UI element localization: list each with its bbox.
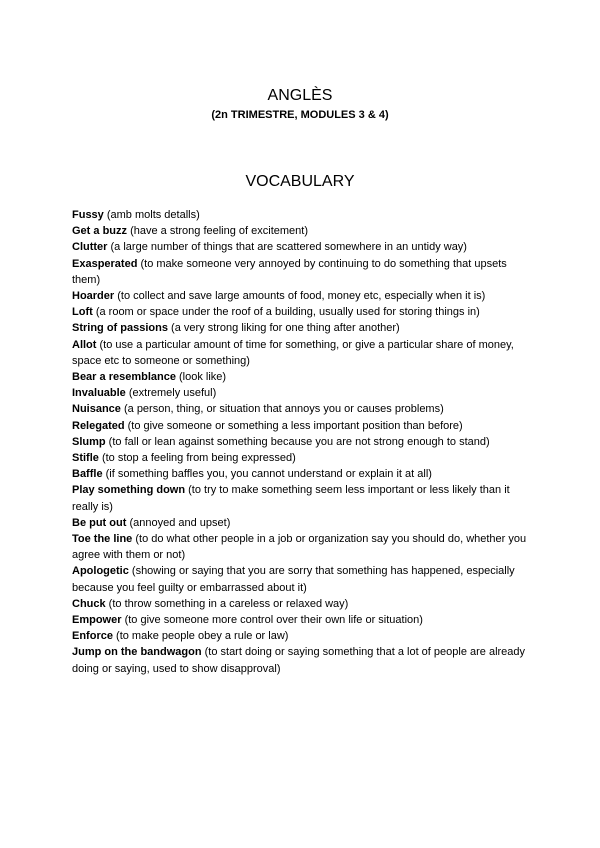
vocab-term: Fussy <box>72 209 104 221</box>
vocab-definition: (to make people obey a rule or law) <box>112 630 289 643</box>
vocab-definition: (a person, thing, or situation that annoys you or causes problems) <box>120 403 444 416</box>
vocab-definition: (to stop a feeling from being expressed) <box>98 452 296 465</box>
vocab-entry <box>72 482 534 514</box>
vocab-term: Jump on the bandwagon <box>72 646 202 659</box>
vocab-term: Nuisance <box>72 403 121 416</box>
vocab-entry <box>72 515 534 531</box>
vocab-entry <box>72 256 534 288</box>
vocab-term: Apologetic <box>72 565 129 578</box>
vocab-term: Invaluable <box>72 387 126 400</box>
vocab-entry <box>72 320 534 336</box>
vocab-term: Toe the line <box>72 533 133 546</box>
vocab-entry <box>72 385 534 401</box>
vocab-term: Loft <box>72 306 93 319</box>
vocab-entry <box>72 239 534 255</box>
vocab-definition: (to fall or lean against something because you are not strong enough to stand) <box>105 435 490 448</box>
vocab-definition: (amb molts detalls) <box>103 209 200 221</box>
vocab-entry <box>72 418 534 434</box>
vocab-entry <box>72 644 534 676</box>
vocab-definition: (to throw something in a careless or relaxed way) <box>105 597 349 610</box>
vocab-term: Clutter <box>72 241 108 254</box>
vocab-entry <box>72 628 534 644</box>
vocab-entry <box>72 466 534 482</box>
vocab-definition: (annoyed and upset) <box>126 516 231 529</box>
vocab-entry <box>72 223 534 239</box>
vocab-definition: (if something baffles you, you cannot understand or explain it at all) <box>102 468 432 481</box>
vocab-term: Empower <box>72 614 122 627</box>
vocab-definition: (have a strong feeling of excitement) <box>127 225 308 238</box>
vocab-entry <box>72 434 534 450</box>
vocab-entry <box>72 612 534 628</box>
vocab-definition: (extremely useful) <box>125 387 217 400</box>
vocab-term: Play something down <box>72 484 186 497</box>
vocab-entry <box>72 563 534 595</box>
section-heading: VOCABULARY <box>245 173 355 190</box>
vocab-entry <box>72 450 534 466</box>
document-subtitle: (2n TRIMESTRE, MODULES 3 & 4) <box>211 109 389 121</box>
vocab-term: Be put out <box>72 516 127 529</box>
vocab-term: Hoarder <box>72 290 115 303</box>
vocab-definition: (to give someone or something a less important position than before) <box>124 419 463 432</box>
vocabulary-list <box>72 207 534 677</box>
vocab-definition: (to start doing or saying something that a lot of people are already doing or saying, used to show disapproval) <box>72 646 526 675</box>
vocab-term: Allot <box>72 338 97 351</box>
vocab-entry <box>72 288 534 304</box>
vocab-entry <box>72 596 534 612</box>
vocab-term: Relegated <box>72 419 125 432</box>
vocab-entry <box>72 207 534 223</box>
vocab-entry <box>72 401 534 417</box>
vocab-definition: (look like) <box>175 371 227 384</box>
vocab-entry <box>72 337 534 369</box>
vocab-entry <box>72 369 534 385</box>
vocab-definition: (to use a particular amount of time for something, or give a particular share of money, space etc to someone or something) <box>72 338 514 367</box>
vocab-term: Get a buzz <box>72 225 128 238</box>
vocab-term: Stifle <box>72 452 99 465</box>
vocab-definition: (a very strong liking for one thing after another) <box>167 322 400 335</box>
vocab-definition: (a room or space under the roof of a building, usually used for storing things in) <box>92 306 480 319</box>
vocab-entry <box>72 531 534 563</box>
vocab-term: Bear a resemblance <box>72 371 176 384</box>
vocab-definition: (showing or saying that you are sorry that something has happened, especially because you feel guilty or embarrassed about it) <box>72 565 515 594</box>
vocab-term: Baffle <box>72 468 103 481</box>
vocab-term: Enforce <box>72 630 113 643</box>
vocab-definition: (to give someone more control over their own life or situation) <box>121 614 423 627</box>
vocab-definition: (to try to make something seem less important or less likely than it really is) <box>72 484 510 513</box>
vocab-term: Exasperated <box>72 257 138 270</box>
vocab-definition: (to do what other people in a job or organization say you should do, whether you agree with them or not) <box>72 533 527 562</box>
vocab-term: String of passions <box>72 322 168 335</box>
vocab-definition: (to collect and save large amounts of food, money etc, especially when it is) <box>114 290 486 303</box>
vocab-term: Chuck <box>72 597 106 610</box>
vocab-definition: (to make someone very annoyed by continuing to do something that upsets them) <box>72 257 507 286</box>
vocab-definition: (a large number of things that are scattered somewhere in an untidy way) <box>107 241 467 254</box>
vocab-term: Slump <box>72 435 106 448</box>
document-title: ANGLÈS <box>267 87 333 104</box>
vocab-entry <box>72 304 534 320</box>
